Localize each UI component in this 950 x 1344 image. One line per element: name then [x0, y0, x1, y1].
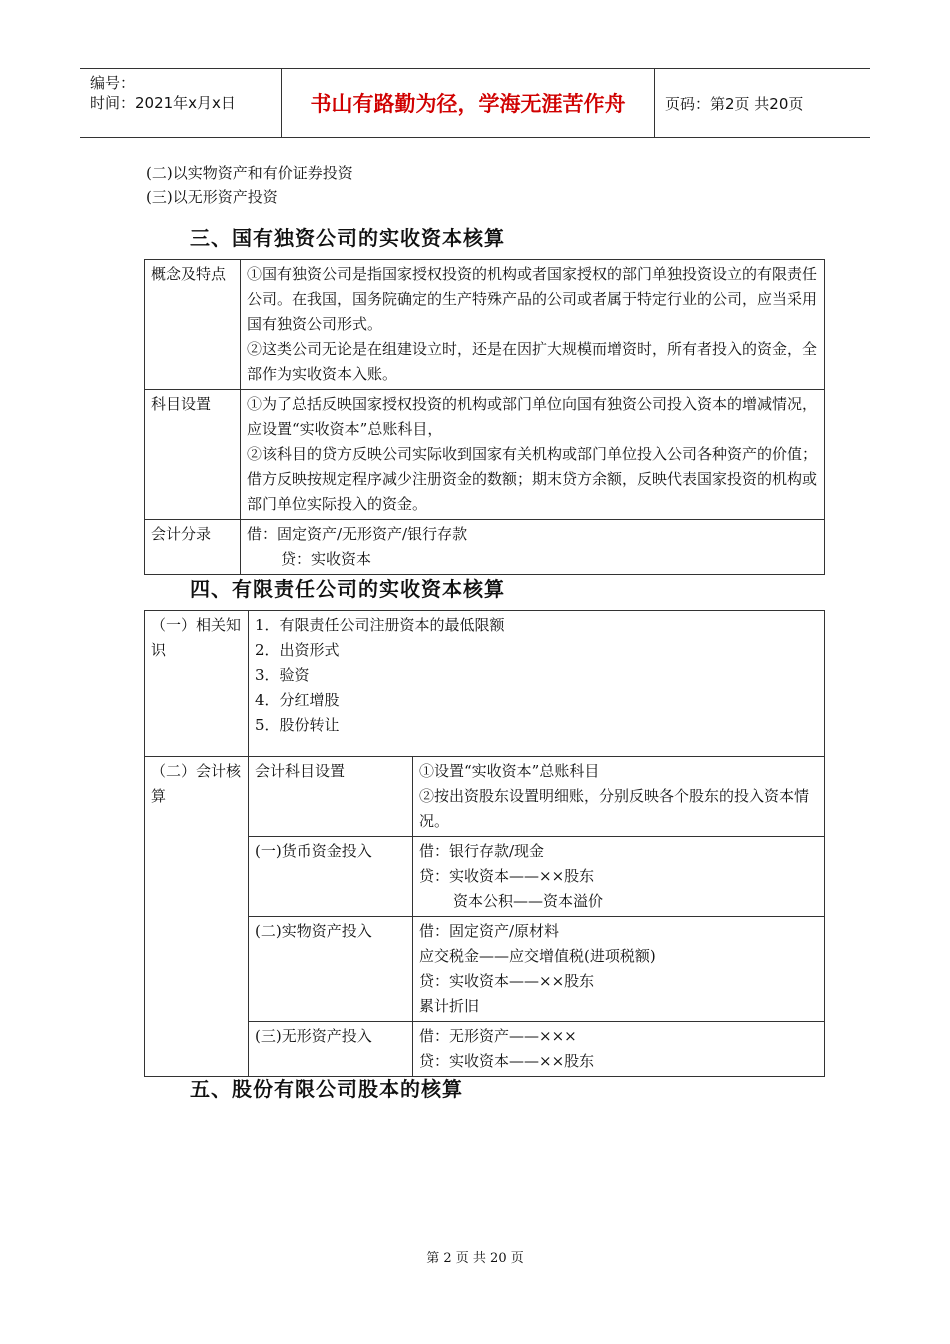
section-3-heading: 三、国有独资公司的实收资本核算: [190, 226, 505, 250]
subrow-content: [413, 917, 825, 1022]
state-owned-capital-table: [144, 259, 825, 575]
list-item: 1．有限责任公司注册资本的最低限额: [255, 616, 505, 634]
header-page-info: 页码：第2页 共20页: [665, 94, 804, 113]
header-meta: [80, 69, 282, 137]
row-label: 会计分录: [145, 520, 241, 575]
page-footer: 第 2 页 共 20 页: [426, 1251, 524, 1266]
table-row: [145, 611, 825, 757]
content-line: ①为了总括反映国家授权投资的机构或部门单位向国有独资公司投入资本的增减情况，应设置“实收资本”总账科目，: [247, 395, 818, 438]
document-time-label: 时间：2021年x月x日: [90, 94, 236, 112]
subrow-label: (一)货币资金投入: [249, 837, 413, 917]
list-item: 5．股份转让: [255, 716, 340, 734]
document-header: [80, 68, 870, 138]
list-item: 3．验资: [255, 666, 310, 684]
subrow-content: [413, 757, 825, 837]
row-content: [241, 390, 825, 520]
header-motto: 书山有路勤为径，学海无涯苦作舟: [282, 69, 655, 137]
content-line: ①国有独资公司是指国家授权投资的机构或者国家授权的部门单独投资设立的有限责任公司。在我国，国务院确定的生产特殊产品的公司或者属于特定行业的公司，应当采用国有独资公司形式。: [247, 265, 818, 333]
row-content: [241, 520, 825, 575]
subrow-label: 会计科目设置: [249, 757, 413, 837]
row-label: 科目设置: [145, 390, 241, 520]
subrow-content: [413, 837, 825, 917]
related-knowledge-list: [249, 611, 825, 757]
content-line: ②按出资股东设置明细账，分别反映各个股东的投入资本情况。: [419, 787, 810, 830]
table-row: [145, 520, 825, 575]
content-line: 贷：实收资本——××股东: [419, 1052, 595, 1070]
related-knowledge-label: （一）相关知识: [145, 611, 249, 757]
row-label: 概念及特点: [145, 260, 241, 390]
subrow-content: [413, 1022, 825, 1077]
section-4-heading: 四、有限责任公司的实收资本核算: [190, 577, 505, 601]
subrow-label: (二)实物资产投入: [249, 917, 413, 1022]
content-line: 贷：实收资本——××股东: [419, 867, 595, 885]
content-line: 借：无形资产——×××: [419, 1027, 577, 1045]
content-line: 贷：实收资本——××股东: [419, 972, 595, 990]
section-5-heading: 五、股份有限公司股本的核算: [190, 1077, 463, 1101]
content-line: 借：固定资产/无形资产/银行存款: [247, 525, 468, 543]
intro-line-2: (三)以无形资产投资: [146, 188, 278, 206]
list-item: 2．出资形式: [255, 641, 340, 659]
table-row: [145, 260, 825, 390]
row-content: [241, 260, 825, 390]
content-line: ②该科目的贷方反映公司实际收到国家有关机构或部门单位投入公司各种资产的价值；借方反映按规定程序减少注册资金的数额；期末贷方余额，反映代表国家投资的机构或部门单位实际投入的资金。: [247, 445, 818, 513]
limited-liability-capital-table: [144, 610, 825, 1077]
intro-line-1: (二)以实物资产和有价证券投资: [146, 164, 353, 182]
content-line: 累计折旧: [419, 997, 480, 1015]
content-line: 资本公积——资本溢价: [453, 892, 604, 910]
table-row: [145, 390, 825, 520]
content-line: 贷：实收资本: [281, 550, 372, 568]
subrow-label: (三)无形资产投入: [249, 1022, 413, 1077]
content-line: ②这类公司无论是在组建设立时，还是在因扩大规模而增资时，所有者投入的资金，全部作为实收资本入账。: [247, 340, 818, 383]
content-line: 借：银行存款/现金: [419, 842, 545, 860]
table-row: [145, 757, 825, 837]
content-line: 应交税金——应交增值税(进项税额): [419, 947, 656, 965]
accounting-label: （二）会计核算: [145, 757, 249, 1077]
list-item: 4．分红增股: [255, 691, 340, 709]
content-line: 借：固定资产/原材料: [419, 922, 560, 940]
content-line: ①设置“实收资本”总账科目: [419, 762, 600, 780]
document-number-label: 编号：: [90, 74, 136, 92]
